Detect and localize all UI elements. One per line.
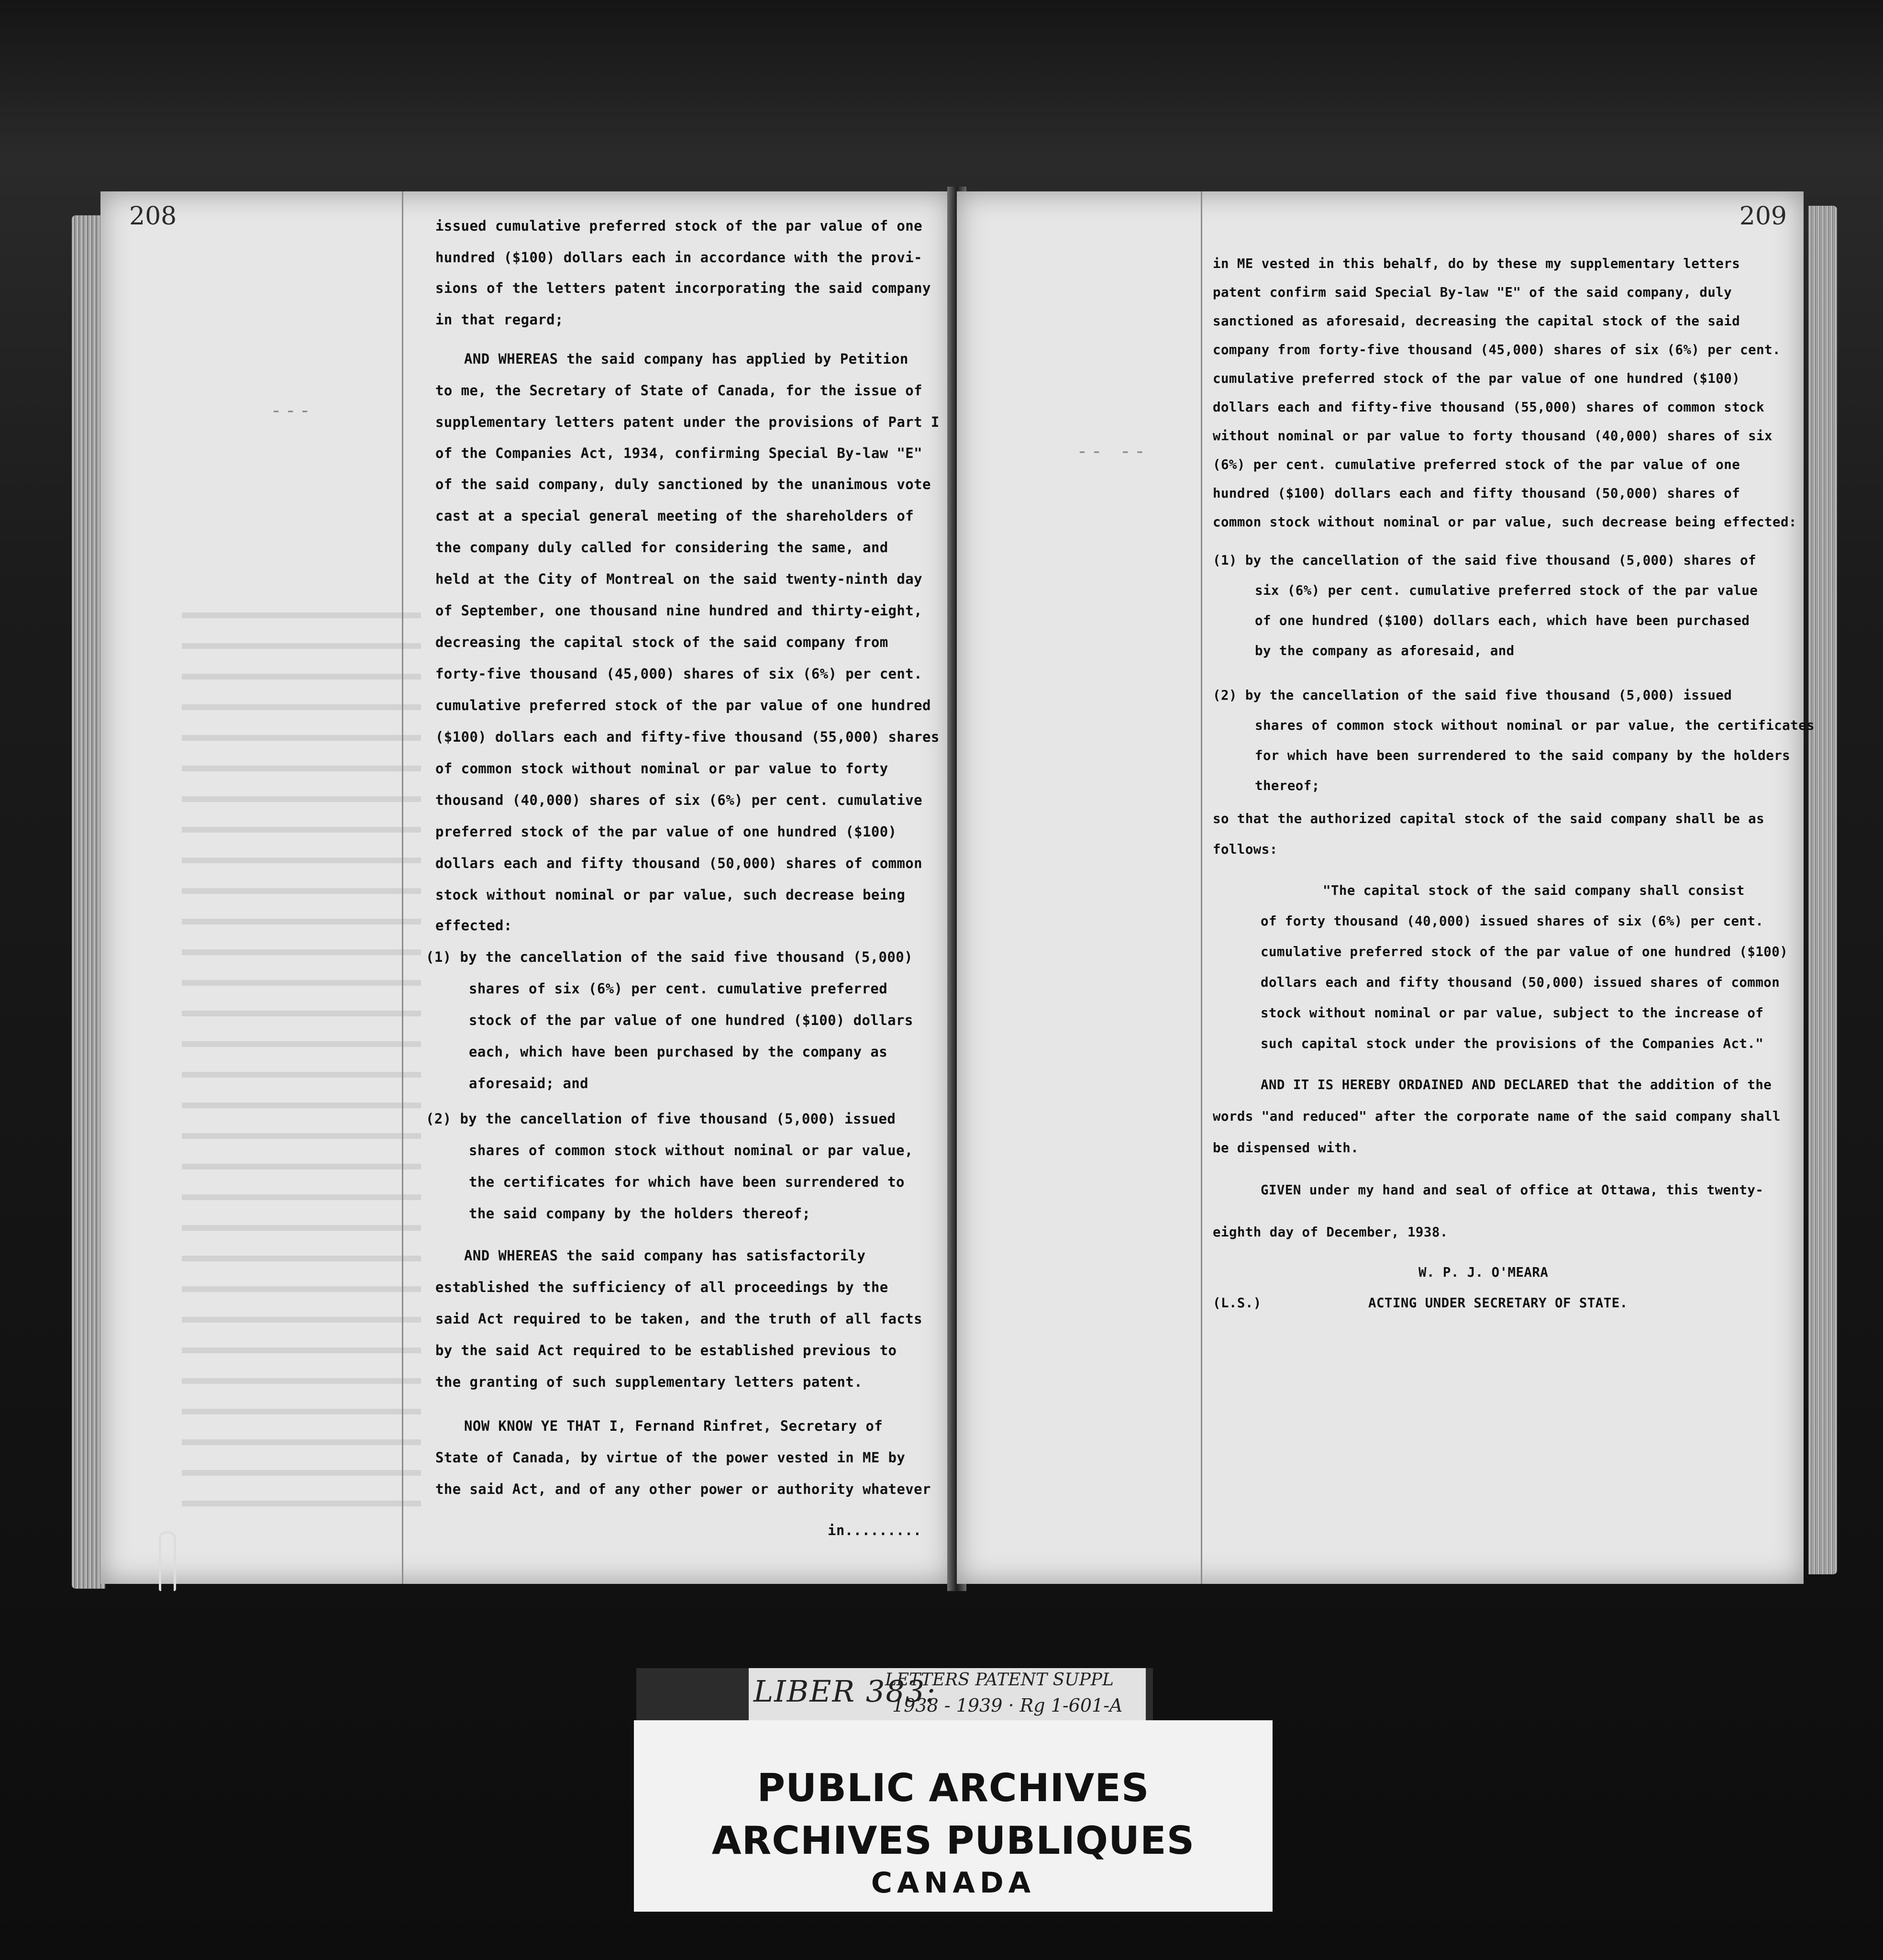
text-line: ($100) dollars each and fifty-five thousand (55,000) shares <box>435 729 940 745</box>
text-line: "The capital stock of the said company shall consist <box>1323 883 1745 898</box>
text-line: of forty thousand (40,000) issued shares of six (6%) per cent. <box>1261 913 1764 929</box>
text-line: hundred ($100) dollars each and fifty thousand (50,000) shares of <box>1213 486 1740 501</box>
text-line: NOW KNOW YE THAT I, Fernand Rinfret, Secretary of <box>464 1418 883 1434</box>
text-line: (2) by the cancellation of five thousand (5,000) issued <box>426 1111 896 1127</box>
text-line: effected: <box>435 917 512 934</box>
text-line: for which have been surrendered to the said company by the holders <box>1255 748 1791 763</box>
text-line: issued cumulative preferred stock of the par value of one <box>435 218 922 234</box>
text-line: sanctioned as aforesaid, decreasing the capital stock of the said <box>1213 313 1740 329</box>
open-ledger-book <box>72 187 1837 1598</box>
text-line: aforesaid; and <box>469 1075 589 1091</box>
text-line: hundred ($100) dollars each in accordance with the provi- <box>435 249 922 266</box>
right-page <box>957 191 1815 1584</box>
text-line: established the sufficiency of all proceedings by the <box>435 1279 888 1295</box>
text-line: cast at a special general meeting of the shareholders of <box>435 508 914 524</box>
left-page-number: 208 <box>129 202 177 231</box>
text-line: by the said Act required to be established previous to <box>435 1342 897 1359</box>
text-line: each, which have been purchased by the company as <box>469 1044 888 1060</box>
text-line: of September, one thousand nine hundred and thirty-eight, <box>435 602 922 619</box>
text-line: thereof; <box>1255 778 1320 793</box>
text-line: the granting of such supplementary letters patent. <box>435 1374 863 1390</box>
text-line: the said Act, and of any other power or authority whatever <box>435 1481 931 1497</box>
text-line: preferred stock of the par value of one hundred ($100) <box>435 824 897 840</box>
text-line: in......... <box>828 1522 922 1538</box>
bleed-through-text <box>182 598 421 1507</box>
text-line: decreasing the capital stock of the said company from <box>435 634 888 650</box>
archives-country: CANADA <box>871 1866 1036 1900</box>
text-line: without nominal or par value to forty thousand (40,000) shares of six <box>1213 428 1772 444</box>
handwritten-reference: 1938 - 1939 · Rg 1-601-A <box>892 1695 1123 1716</box>
signatory-title: ACTING UNDER SECRETARY OF STATE. <box>1368 1295 1628 1311</box>
text-line: in that regard; <box>435 312 564 328</box>
right-page-edges <box>1808 206 1837 1574</box>
text-line: State of Canada, by virtue of the power vested in ME by <box>435 1449 906 1466</box>
margin-dash-mark: --- <box>270 400 314 422</box>
text-line: (6%) per cent. cumulative preferred stock of the par value of one <box>1213 457 1740 472</box>
text-line: sions of the letters patent incorporating the said company <box>435 280 931 296</box>
text-line: by the company as aforesaid, and <box>1255 643 1515 658</box>
text-line: (2) by the cancellation of the said five thousand (5,000) issued <box>1213 688 1732 703</box>
text-line: cumulative preferred stock of the par value of one hundred ($100) <box>1261 944 1788 959</box>
archives-label-card <box>634 1720 1273 1912</box>
text-line: patent confirm said Special By-law "E" of the said company, duly <box>1213 285 1732 300</box>
text-line: common stock without nominal or par value, such decrease being effected: <box>1213 514 1797 530</box>
text-line: cumulative preferred stock of the par value of one hundred <box>435 697 931 713</box>
archives-french-title: ARCHIVES PUBLIQUES <box>711 1818 1195 1863</box>
text-line: stock without nominal or par value, subject to the increase of <box>1261 1005 1764 1021</box>
text-line: dollars each and fifty thousand (50,000) issued shares of common <box>1261 975 1780 990</box>
text-line: AND WHEREAS the said company has satisfactorily <box>464 1247 866 1264</box>
text-line: shares of common stock without nominal or par value, the certificates <box>1255 718 1815 733</box>
text-line: stock of the par value of one hundred ($100) dollars <box>469 1012 913 1028</box>
text-line: follows: <box>1213 842 1278 857</box>
text-line: AND IT IS HEREBY ORDAINED AND DECLARED that the addition of the <box>1261 1077 1772 1092</box>
text-line: company from forty-five thousand (45,000) shares of six (6%) per cent. <box>1213 342 1781 357</box>
text-line: eighth day of December, 1938. <box>1213 1225 1448 1240</box>
text-line: of common stock without nominal or par value to forty <box>435 760 888 777</box>
handwritten-reference-card <box>749 1668 1146 1721</box>
text-line: six (6%) per cent. cumulative preferred stock of the par value <box>1255 583 1758 598</box>
text-line: cumulative preferred stock of the par value of one hundred ($100) <box>1213 371 1740 386</box>
text-line: supplementary letters patent under the provisions of Part I <box>435 414 940 430</box>
right-page-number: 209 <box>1739 202 1787 231</box>
text-line: in ME vested in this behalf, do by these my supplementary letters <box>1213 256 1740 271</box>
text-line: the said company by the holders thereof; <box>469 1205 811 1222</box>
archives-english-title: PUBLIC ARCHIVES <box>757 1766 1150 1810</box>
text-line: of the said company, duly sanctioned by the unanimous vote <box>435 476 931 492</box>
text-line: words "and reduced" after the corporate name of the said company shall <box>1213 1109 1781 1124</box>
text-line: AND WHEREAS the said company has applied by Petition <box>464 351 908 367</box>
text-line: dollars each and fifty thousand (50,000) shares of common <box>435 855 922 871</box>
left-page <box>100 191 952 1584</box>
text-line: the certificates for which have been surrendered to <box>469 1174 905 1190</box>
text-line: GIVEN under my hand and seal of office at Ottawa, this twenty- <box>1261 1182 1764 1198</box>
text-line: shares of common stock without nominal or par value, <box>469 1142 913 1158</box>
text-line: thousand (40,000) shares of six (6%) per cent. cumulative <box>435 792 922 808</box>
text-line: (1) by the cancellation of the said five thousand (5,000) <box>426 949 913 965</box>
right-page-margin-rule <box>1201 191 1202 1584</box>
signatory-name: W. P. J. O'MEARA <box>1418 1265 1549 1280</box>
text-line: so that the authorized capital stock of the said company shall be as <box>1213 811 1765 826</box>
handwritten-series: LETTERS PATENT SUPPL <box>885 1670 1114 1690</box>
text-line: held at the City of Montreal on the said twenty-ninth day <box>435 571 922 587</box>
page-clip <box>159 1531 176 1591</box>
text-line: shares of six (6%) per cent. cumulative preferred <box>469 980 888 997</box>
margin-dash-mark: -- -- <box>1076 440 1149 462</box>
text-line: forty-five thousand (45,000) shares of six (6%) per cent. <box>435 666 922 682</box>
seal-mark: (L.S.) <box>1213 1295 1262 1311</box>
text-line: the company duly called for considering the same, and <box>435 539 888 556</box>
text-line: such capital stock under the provisions of the Companies Act." <box>1261 1036 1764 1051</box>
text-line: said Act required to be taken, and the truth of all facts <box>435 1311 922 1327</box>
text-line: stock without nominal or par value, such decrease being <box>435 887 906 903</box>
text-line: be dispensed with. <box>1213 1140 1359 1156</box>
liber-number: LIBER 383: <box>753 1674 937 1709</box>
text-line: of one hundred ($100) dollars each, which have been purchased <box>1255 613 1750 628</box>
text-line: dollars each and fifty-five thousand (55,000) shares of common stock <box>1213 400 1765 415</box>
text-line: of the Companies Act, 1934, confirming Special By-law "E" <box>435 445 922 461</box>
text-line: to me, the Secretary of State of Canada, for the issue of <box>435 382 922 399</box>
text-line: (1) by the cancellation of the said five thousand (5,000) shares of <box>1213 553 1757 568</box>
